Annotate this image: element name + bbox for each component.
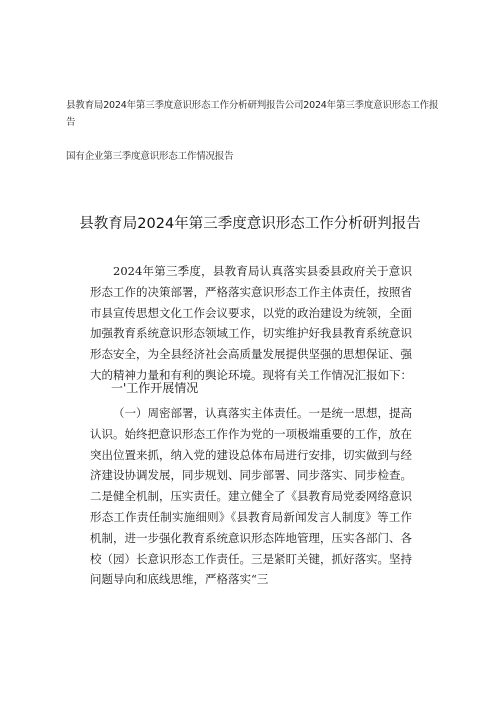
document-title: 县教育局2024年第三季度意识形态工作分析研判报告	[79, 216, 421, 232]
section-1-paragraph-1: （一）周密部署，认真落实主体责任。一是统一思想，提高认识。始终把意识形态工作作为党的一项极端重要的工作，放在突出位置来抓，纳入党的建设总体布局进行安排，切实做到与经济建设协调发展，同步规划、同步部署、同步落实、同步检查。二是健全机制，压实责任。建立健全了《县教育局党委网络意识形态工作责任制实施细则》《县教育局新闻发言人制度》等工作机制，进一步强化教育系统意识形态阵地管理，压实各部门、各校（园）长意识形态工作责任。三是紧盯关键，抓好落实。坚持问题导向和底线思维，严格落实“三	[90, 406, 412, 587]
section-heading-1: 一'工作开展情况	[111, 381, 199, 395]
header-line-2: 国有企业第三季度意识形态工作情况报告	[66, 151, 234, 162]
intro-paragraph: 2024年第三季度，县教育局认真落实县委县政府关于意识形态工作的决策部署，严格落实意识形态工作主体责任，按照省市县宣传思想文化工作会议要求，以党的政治建设为统领，全面加强教育系统意识形态领域工作，切实维护好我县教育系统意识形态安全，为全县经济社会高质量发展提供坚强的思想保证、强大的精神力量和有利的舆论环境。现将有关工作情况汇报如下：	[90, 264, 412, 382]
header-line-1: 县教育局2024年第三季度意识形态工作分析研判报告公司2024年第三季度意识形态工作报告	[66, 100, 439, 128]
